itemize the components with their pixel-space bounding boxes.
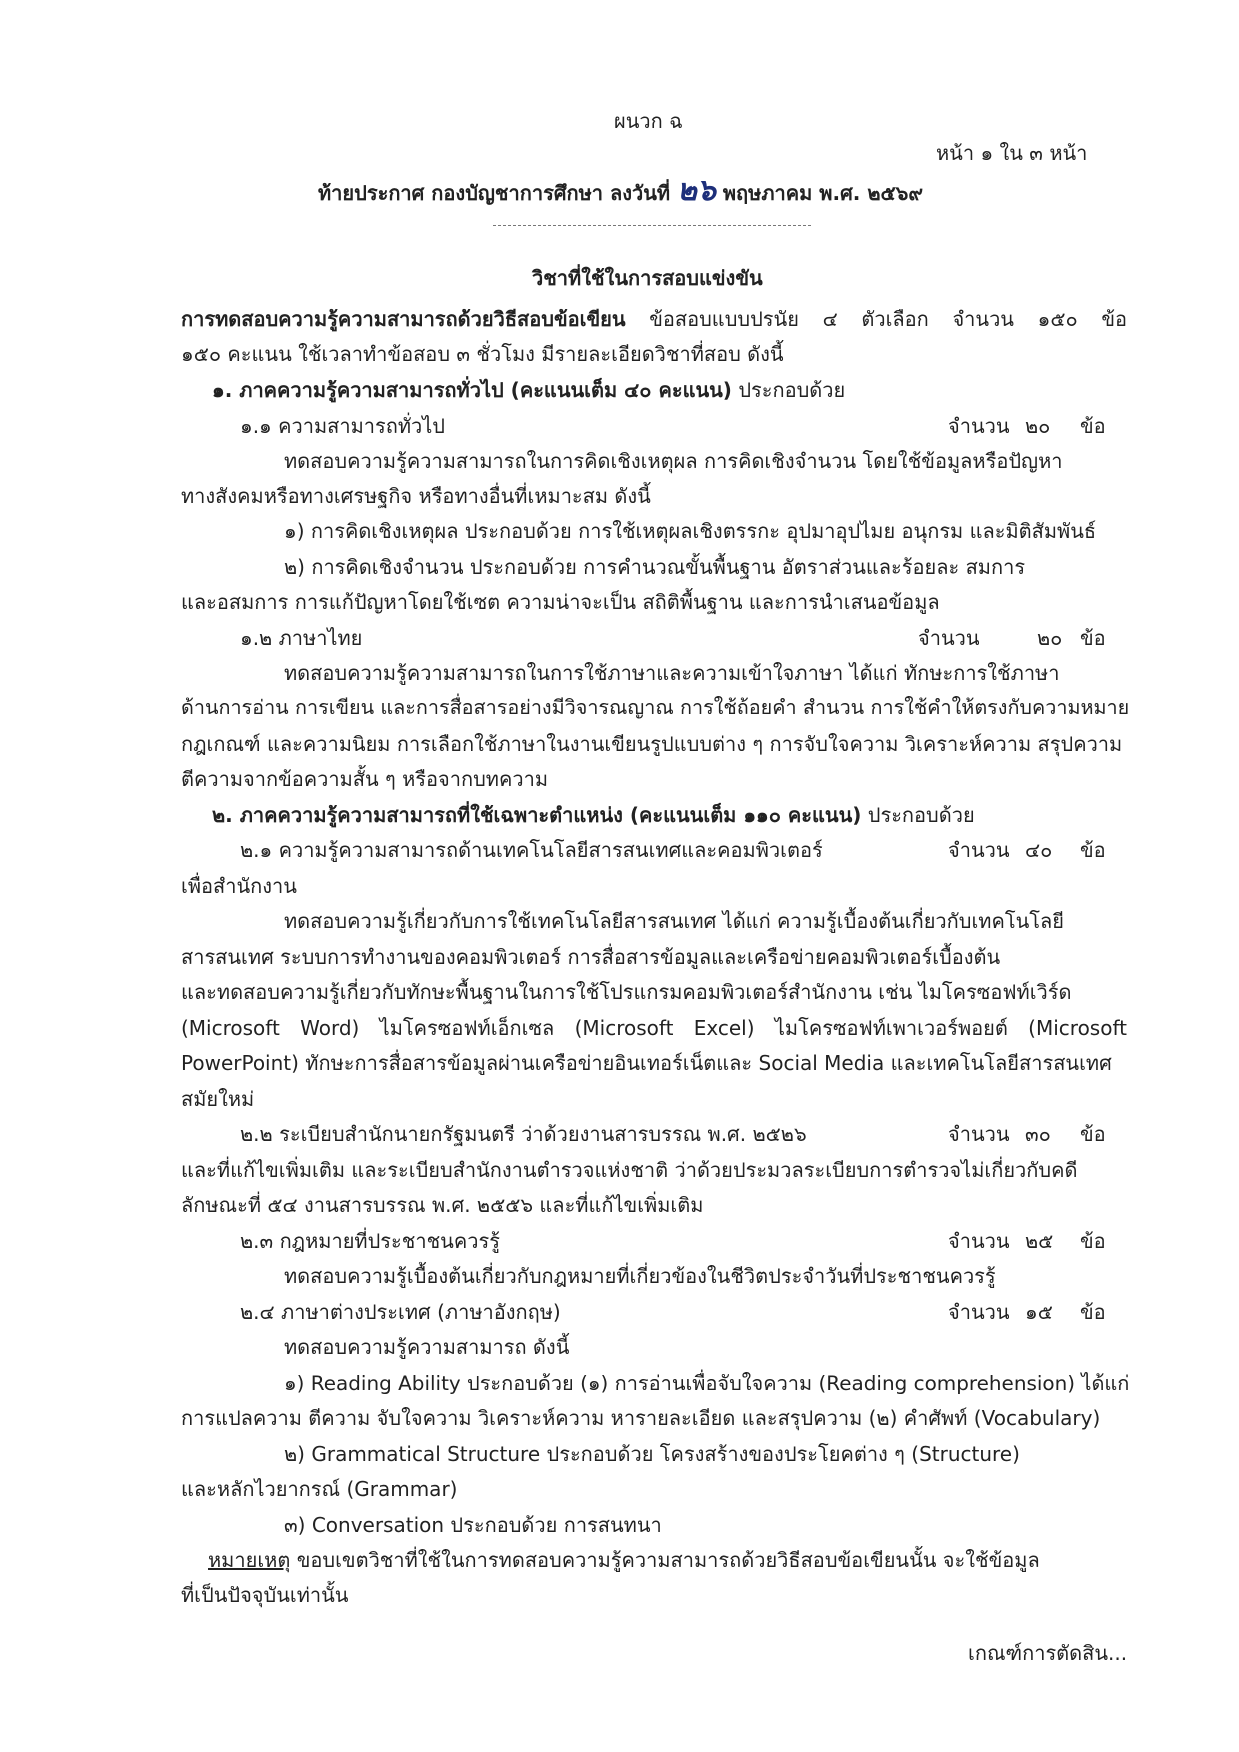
s24-item-1a: ๑) Reading Ability ประกอบด้วย (๑) การอ่านเพื่อจับใจความ (Reading comprehension) ได้แก่ — [284, 1371, 1130, 1395]
page-number: หน้า ๑ ใน ๓ หน้า — [936, 141, 1088, 165]
s23-label: ๒.๓ กฎหมายที่ประชาชนควรรู้ — [240, 1229, 500, 1253]
s11-desc-1: ทดสอบความรู้ความสามารถในการคิดเชิงเหตุผล การคิดเชิงจำนวน โดยใช้ข้อมูลหรือปัญหา — [284, 449, 1063, 473]
s12-count-label: จำนวน — [918, 626, 980, 650]
s22-desc-2: ลักษณะที่ ๕๔ งานสารบรรณ พ.ศ. ๒๕๕๖ และที่แก้ไขเพิ่มเติม — [181, 1193, 704, 1217]
header-divider — [493, 225, 811, 226]
s23-unit: ข้อ — [1080, 1229, 1106, 1253]
part1-heading-bold: ๑. ภาคความรู้ความสามารถทั่วไป (คะแนนเต็ม ๔๐ คะแนน) — [212, 378, 732, 402]
s21-desc-3: และทดสอบความรู้เกี่ยวกับทักษะพื้นฐานในการใช้โปรแกรมคอมพิวเตอร์สำนักงาน เช่น ไมโครซอฟท์เวิร์ด — [181, 980, 1072, 1004]
s22-label: ๒.๒ ระเบียบสำนักนายกรัฐมนตรี ว่าด้วยงานสารบรรณ พ.ศ. ๒๕๒๖ — [240, 1122, 807, 1146]
s21-desc-1: ทดสอบความรู้เกี่ยวกับการใช้เทคโนโลยีสารสนเทศ ได้แก่ ความรู้เบื้องต้นเกี่ยวกับเทคโนโลยี — [284, 909, 1064, 933]
s24-count: ๑๕ — [1025, 1300, 1053, 1324]
s24-item-2b: และหลักไวยากรณ์ (Grammar) — [181, 1477, 458, 1501]
s11-item-1: ๑) การคิดเชิงเหตุผล ประกอบด้วย การใช้เหตุผลเชิงตรรกะ อุปมาอุปไมย อนุกรม และมิติสัมพันธ์ — [284, 519, 1097, 543]
s21-desc-2: สารสนเทศ ระบบการทำงานของคอมพิวเตอร์ การสื่อสารข้อมูลและเครือข่ายคอมพิวเตอร์เบื้องต้น — [181, 945, 1001, 969]
s24-count-label: จำนวน — [948, 1300, 1010, 1324]
s21-label: ๒.๑ ความรู้ความสามารถด้านเทคโนโลยีสารสนเทศและคอมพิวเตอร์ — [240, 838, 823, 862]
s21-count-label: จำนวน — [948, 838, 1010, 862]
intro-bold-lead: การทดสอบความรู้ความสามารถด้วยวิธีสอบข้อเขียน — [181, 307, 626, 331]
s21-unit: ข้อ — [1080, 838, 1106, 862]
s11-item-2b: และอสมการ การแก้ปัญหาโดยใช้เซต ความน่าจะเป็น สถิติพื้นฐาน และการนำเสนอข้อมูล — [181, 590, 940, 614]
s21-desc-4: (Microsoft Word) ไมโครซอฟท์เอ็กเซล (Microsoft Excel) ไมโครซอฟท์เพาเวอร์พอยต์ (Microsoft — [181, 1016, 1127, 1040]
s21-count: ๔๐ — [1025, 838, 1053, 862]
s23-count: ๒๕ — [1025, 1229, 1054, 1253]
announcement-prefix: ท้ายประกาศ กองบัญชาการศึกษา ลงวันที่ — [318, 181, 671, 205]
s24-item-3: ๓) Conversation ประกอบด้วย การสนทนา — [284, 1513, 662, 1537]
note-line-1 — [208, 1547, 1040, 1573]
s11-count: ๒๐ — [1025, 414, 1051, 438]
s21-label-2: เพื่อสำนักงาน — [181, 874, 297, 898]
s24-label: ๒.๔ ภาษาต่างประเทศ (ภาษาอังกฤษ) — [240, 1300, 561, 1324]
s22-count: ๓๐ — [1025, 1122, 1051, 1146]
s24-unit: ข้อ — [1080, 1300, 1106, 1324]
s11-item-2a: ๒) การคิดเชิงจำนวน ประกอบด้วย การคำนวณขั้นพื้นฐาน อัตราส่วนและร้อยละ สมการ — [284, 555, 1026, 579]
s24-desc-1: ทดสอบความรู้ความสามารถ ดังนี้ — [284, 1335, 570, 1359]
handwritten-day: ๒๖ — [677, 173, 716, 208]
intro-line-1 — [181, 306, 1127, 332]
s24-item-1b: การแปลความ ตีความ จับใจความ วิเคราะห์ความ หารายละเอียด และสรุปความ (๒) คำศัพท์ (Vocabulary) — [181, 1406, 1101, 1430]
part2-heading-bold: ๒. ภาคความรู้ความสามารถที่ใช้เฉพาะตำแหน่ง (คะแนนเต็ม ๑๑๐ คะแนน) — [212, 803, 862, 827]
s22-unit: ข้อ — [1080, 1122, 1106, 1146]
s11-label: ๑.๑ ความสามารถทั่วไป — [240, 414, 445, 438]
s11-count-label: จำนวน — [948, 414, 1010, 438]
s12-unit: ข้อ — [1080, 626, 1106, 650]
note-text-1: ขอบเขตวิชาที่ใช้ในการทดสอบความรู้ความสามารถด้วยวิธีสอบข้อเขียนนั้น จะใช้ข้อมูล — [296, 1548, 1040, 1572]
part1-heading — [212, 377, 845, 403]
s12-label: ๑.๒ ภาษาไทย — [240, 626, 363, 650]
s12-desc-1: ทดสอบความรู้ความสามารถในการใช้ภาษาและความเข้าใจภาษา ได้แก่ ทักษะการใช้ภาษา — [284, 661, 1060, 685]
announcement-line — [318, 173, 923, 208]
page-title: วิชาที่ใช้ในการสอบแข่งขัน — [532, 266, 763, 290]
continuation-text: เกณฑ์การตัดสิน... — [968, 1641, 1128, 1665]
s21-desc-5: PowerPoint) ทักษะการสื่อสารข้อมูลผ่านเครือข่ายอินเทอร์เน็ตและ Social Media และเทคโนโลยีสารสนเทศ — [181, 1051, 1112, 1075]
intro-rest: ข้อสอบแบบปรนัย ๔ ตัวเลือก จำนวน ๑๕๐ ข้อ — [649, 307, 1128, 331]
part1-heading-rest: ประกอบด้วย — [738, 378, 846, 402]
s11-unit: ข้อ — [1080, 414, 1106, 438]
note-label: หมายเหตุ — [208, 1548, 291, 1572]
part2-heading — [212, 802, 975, 828]
s23-desc-1: ทดสอบความรู้เบื้องต้นเกี่ยวกับกฎหมายที่เกี่ยวข้องในชีวิตประจำวันที่ประชาชนควรรู้ — [284, 1264, 996, 1288]
announcement-suffix: พฤษภาคม พ.ศ. ๒๕๖๙ — [722, 181, 923, 205]
s23-count-label: จำนวน — [948, 1229, 1010, 1253]
s24-item-2a: ๒) Grammatical Structure ประกอบด้วย โครงสร้างของประโยคต่าง ๆ (Structure) — [284, 1442, 1020, 1466]
s21-desc-6: สมัยใหม่ — [181, 1087, 255, 1111]
s22-count-label: จำนวน — [948, 1122, 1010, 1146]
s22-desc-1: และที่แก้ไขเพิ่มเติม และระเบียบสำนักงานตำรวจแห่งชาติ ว่าด้วยประมวลระเบียบการตำรวจไม่เกี่ยวกับคดี — [181, 1158, 1078, 1182]
s12-desc-4: ตีความจากข้อความสั้น ๆ หรือจากบทความ — [181, 767, 549, 791]
s12-desc-2: ด้านการอ่าน การเขียน และการสื่อสารอย่างมีวิจารณญาณ การใช้ถ้อยคำ สำนวน การใช้คำให้ตรงกับความหมาย — [181, 696, 1130, 719]
note-line-2: ที่เป็นปัจจุบันเท่านั้น — [181, 1583, 349, 1607]
part2-heading-rest: ประกอบด้วย — [867, 803, 975, 827]
s11-desc-2: ทางสังคมหรือทางเศรษฐกิจ หรือทางอื่นที่เหมาะสม ดังนี้ — [181, 484, 651, 508]
s12-desc-3: กฎเกณฑ์ และความนิยม การเลือกใช้ภาษาในงานเขียนรูปแบบต่าง ๆ การจับใจความ วิเคราะห์ความ สรุปความ — [181, 732, 1123, 756]
intro-line-2: ๑๕๐ คะแนน ใช้เวลาทำข้อสอบ ๓ ชั่วโมง มีรายละเอียดวิชาที่สอบ ดังนี้ — [181, 342, 784, 366]
s12-count: ๒๐ — [1037, 626, 1063, 650]
appendix-label: ผนวก ฉ — [614, 109, 683, 133]
